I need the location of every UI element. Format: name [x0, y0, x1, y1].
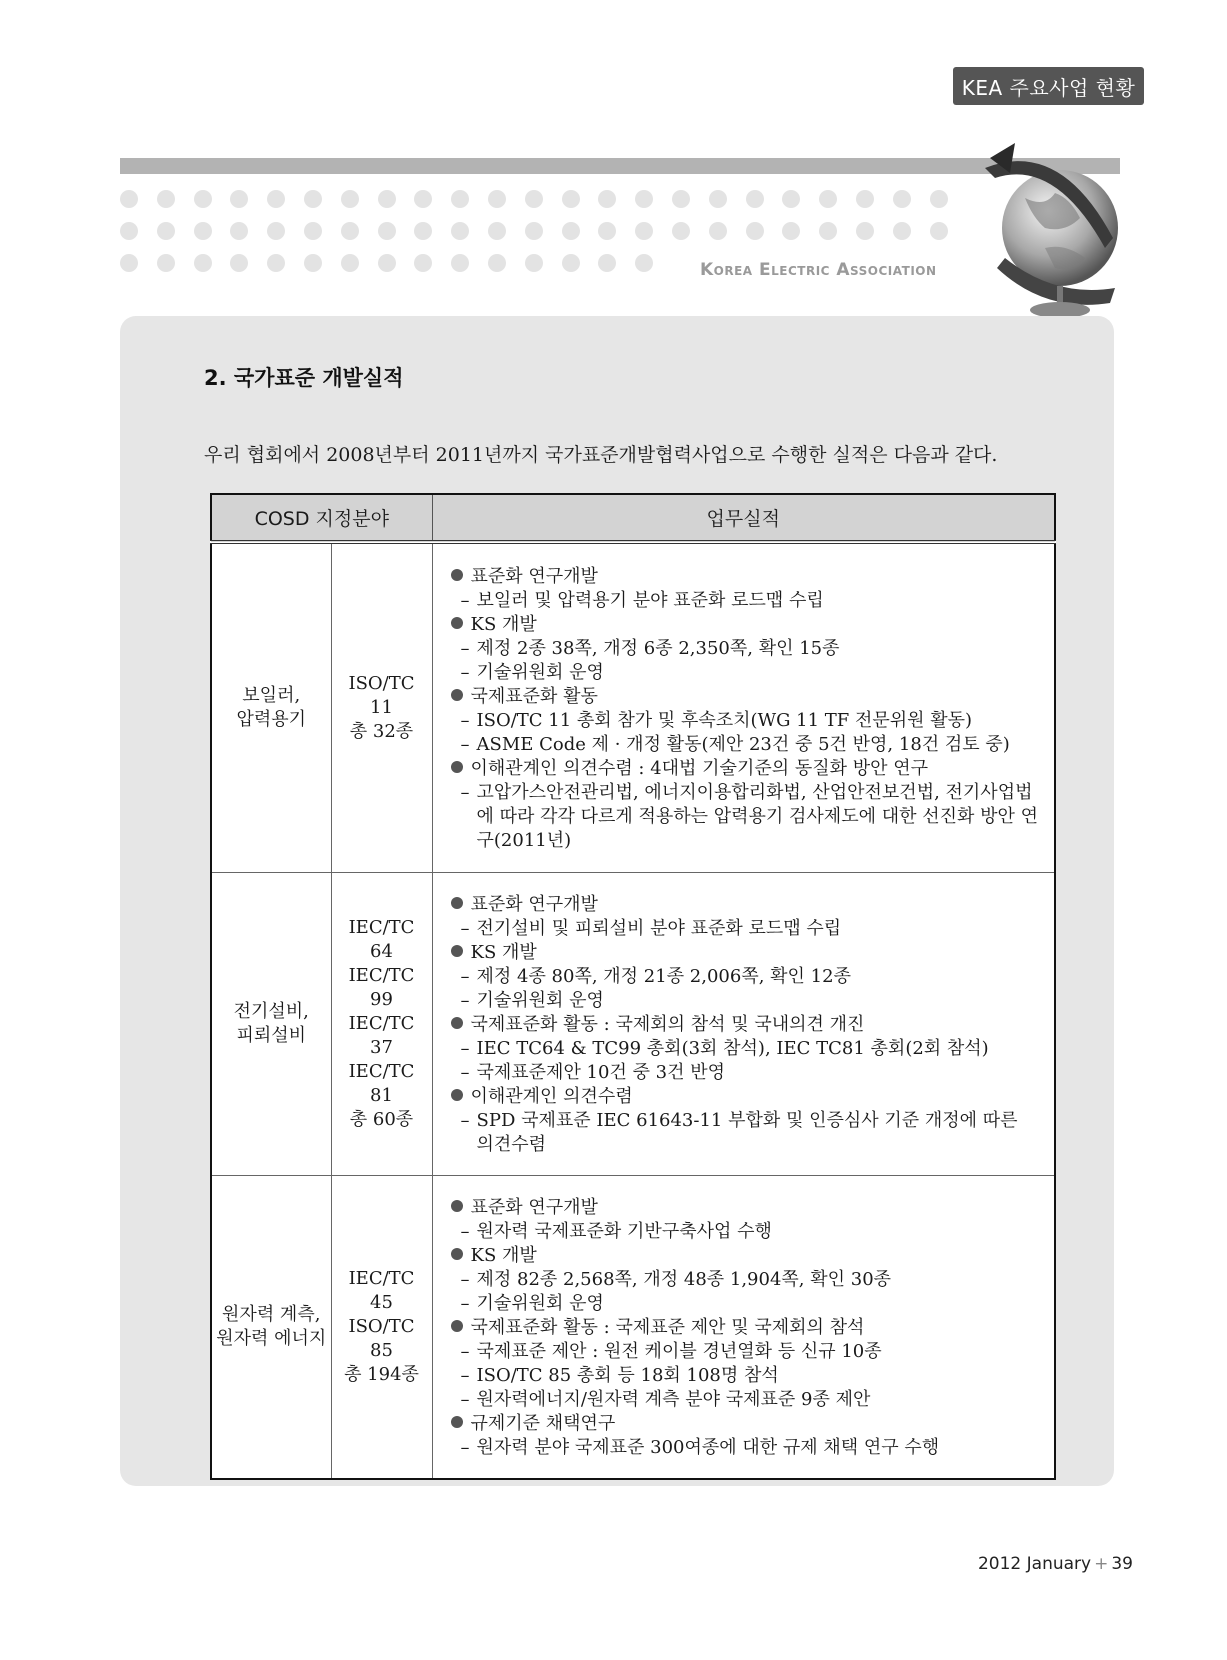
performance-subitem-text: 제정 2종 38쪽, 개정 6종 2,350쪽, 확인 15종 [476, 637, 840, 659]
performance-item [451, 757, 1039, 781]
decorative-dot [782, 190, 800, 208]
performance-subitem [451, 965, 1039, 989]
decorative-dot [304, 222, 322, 240]
decorative-dot [598, 190, 616, 208]
performance-item-title: KS 개발 [470, 941, 537, 963]
bullet-icon [451, 1200, 463, 1212]
performance-item [451, 1244, 1039, 1268]
performance-subitem-text: 보일러 및 압력용기 분야 표준화 로드맵 수립 [476, 589, 824, 611]
section-title: 2. 국가표준 개발실적 [204, 366, 404, 390]
performance-cell [432, 1175, 1055, 1479]
performance-subitem-text: 기술위원회 운영 [476, 989, 604, 1011]
decorative-dot [267, 222, 285, 240]
performance-item-title: 이해관계인 의견수렴 [470, 1085, 633, 1107]
performance-item [451, 565, 1039, 589]
footer-issue: 2012 January [977, 1554, 1092, 1574]
performance-subitem [451, 781, 1039, 853]
technical-committee-line: 총 32종 [349, 720, 414, 742]
decorative-dot [341, 190, 359, 208]
performance-item [451, 1412, 1039, 1436]
performance-subitem [451, 589, 1039, 613]
performance-subitem-text: 기술위원회 운영 [476, 1292, 604, 1314]
performance-item-title: 이해관계인 의견수렴 : 4대법 기술기준의 동질화 방안 연구 [470, 757, 928, 779]
cosd-field-cell [211, 1175, 331, 1479]
performance-subitem-text: 국제표준 제안 : 원전 케이블 경년열화 등 신규 10종 [476, 1340, 882, 1362]
technical-committee-line: IEC/TC 45 [348, 1267, 415, 1313]
decorative-dot [525, 254, 543, 272]
decorative-dot [525, 222, 543, 240]
dash-icon: – [460, 1220, 470, 1242]
dash-icon: – [460, 917, 470, 939]
decorative-dot [819, 190, 837, 208]
decorative-dot [709, 222, 727, 240]
performance-subitem [451, 661, 1039, 685]
decorative-dot [451, 254, 469, 272]
performance-subitem-text: IEC TC64 & TC99 총회(3회 참석), IEC TC81 총회(2회 참석) [476, 1037, 989, 1059]
performance-subitem-text: 제정 4종 80쪽, 개정 21종 2,006쪽, 확인 12종 [476, 965, 851, 987]
performance-subitem-text: ISO/TC 85 총회 등 18회 108명 참석 [476, 1364, 779, 1386]
performance-item-title: KS 개발 [470, 613, 537, 635]
performance-item [451, 1196, 1039, 1220]
decorative-dot [525, 190, 543, 208]
decorative-dot [746, 190, 764, 208]
decorative-dot [488, 254, 506, 272]
performance-item [451, 893, 1039, 917]
dash-icon: – [460, 1364, 470, 1386]
dash-icon: – [460, 661, 470, 683]
technical-committee-line: 총 194종 [344, 1363, 419, 1385]
decorative-dot [562, 254, 580, 272]
technical-committee-line: IEC/TC 99 [348, 964, 415, 1010]
decorative-dot [304, 254, 322, 272]
bullet-icon [451, 1248, 463, 1260]
decorative-dot [635, 254, 653, 272]
performance-item-title: 표준화 연구개발 [470, 565, 598, 587]
performance-subitem-text: 제정 82종 2,568쪽, 개정 48종 1,904쪽, 확인 30종 [476, 1268, 892, 1290]
decorative-dot [598, 254, 616, 272]
page-number: 39 [1111, 1554, 1133, 1574]
dash-icon: – [460, 989, 470, 1011]
decorative-dot [378, 190, 396, 208]
decorative-dot [304, 190, 322, 208]
decorative-dot [157, 190, 175, 208]
performance-subitem-text: 전기설비 및 피뢰설비 분야 표준화 로드맵 수립 [476, 917, 842, 939]
decorative-dot [341, 254, 359, 272]
decorative-dot [157, 254, 175, 272]
performance-subitem-text: ASME Code 제 · 개정 활동(제안 23건 중 5건 반영, 18건 검토 중) [476, 733, 1010, 755]
technical-committee-line: ISO/TC 85 [348, 1315, 415, 1361]
performance-subitem-text: 원자력에너지/원자력 계측 분야 국제표준 9종 제안 [476, 1388, 871, 1410]
performance-item [451, 1085, 1039, 1109]
decorative-dot [194, 190, 212, 208]
bullet-icon [451, 569, 463, 581]
cosd-field-line: 원자력 계측, [222, 1303, 321, 1325]
cosd-field-line: 피뢰설비 [236, 1024, 307, 1046]
dash-icon: – [460, 1388, 470, 1410]
performance-subitem [451, 1388, 1039, 1412]
association-name: Korea Electric Association [694, 258, 943, 282]
technical-committee-cell [331, 1175, 432, 1479]
dash-icon: – [460, 709, 470, 731]
performance-item-title: 국제표준화 활동 : 국제회의 참석 및 국내의견 개진 [470, 1013, 865, 1035]
table-header-row [211, 494, 1055, 542]
performance-subitem [451, 733, 1039, 757]
performance-item-title: 표준화 연구개발 [470, 893, 598, 915]
bullet-icon [451, 689, 463, 701]
performance-subitem [451, 1268, 1039, 1292]
technical-committee-line: IEC/TC 37 [348, 1012, 415, 1058]
performance-item-title: 규제기준 채택연구 [470, 1412, 616, 1434]
dash-icon: – [460, 781, 470, 803]
decorative-dot [230, 254, 248, 272]
cosd-field-line: 전기설비, [233, 1000, 309, 1022]
dash-icon: – [460, 589, 470, 611]
performance-subitem [451, 917, 1039, 941]
performance-item-title: 국제표준화 활동 [470, 685, 598, 707]
performance-subitem [451, 1220, 1039, 1244]
decorative-dot [635, 190, 653, 208]
globe-icon [985, 138, 1120, 328]
performance-subitem [451, 1061, 1039, 1085]
cosd-field-cell [211, 542, 331, 872]
performance-subitem-text: 고압가스안전관리법, 에너지이용합리화법, 산업안전보건법, 전기사업법에 따라 각각 다르게 적용하는 압력용기 검사제도에 대한 선진화 방안 연구(2011년) [476, 781, 1038, 851]
decorative-dot [120, 254, 138, 272]
dash-icon: – [460, 1436, 470, 1458]
bullet-icon [451, 897, 463, 909]
table-body [211, 542, 1055, 1479]
decorative-dot [414, 254, 432, 272]
decorative-dot [157, 222, 175, 240]
decorative-dot [120, 222, 138, 240]
performance-item-title: 표준화 연구개발 [470, 1196, 598, 1218]
dash-icon: – [460, 1340, 470, 1362]
performance-item [451, 1316, 1039, 1340]
decorative-dot [488, 190, 506, 208]
decorative-dot [562, 222, 580, 240]
header-cosd-field: COSD 지정분야 [211, 494, 432, 542]
performance-subitem [451, 989, 1039, 1013]
decorative-dot [782, 222, 800, 240]
performance-item [451, 941, 1039, 965]
decorative-dot [194, 254, 212, 272]
bullet-icon [451, 761, 463, 773]
header-performance: 업무실적 [432, 494, 1055, 542]
decorative-dot [819, 222, 837, 240]
decorative-dot [856, 190, 874, 208]
decorative-dot [230, 190, 248, 208]
intro-text: 우리 협회에서 2008년부터 2011년까지 국가표준개발협력사업으로 수행한 실적은 다음과 같다. [204, 444, 998, 466]
technical-committee-line: 총 60종 [349, 1108, 414, 1130]
footer-separator: + [1094, 1554, 1109, 1574]
technical-committee-line: ISO/TC 11 [348, 672, 415, 718]
decorative-dot [194, 222, 212, 240]
table-row [211, 1175, 1055, 1479]
performance-item-title: 국제표준화 활동 : 국제표준 제안 및 국제회의 참석 [470, 1316, 865, 1338]
decorative-dot [635, 222, 653, 240]
decorative-dot [120, 190, 138, 208]
cosd-field-line: 압력용기 [236, 708, 307, 730]
dash-icon: – [460, 1109, 470, 1131]
performance-subitem [451, 637, 1039, 661]
decorative-dot [598, 222, 616, 240]
decorative-dot [378, 254, 396, 272]
dash-icon: – [460, 733, 470, 755]
performance-subitem-text: SPD 국제표준 IEC 61643-11 부합화 및 인증심사 기준 개정에 따른 의견수렴 [476, 1109, 1018, 1155]
decorative-dot [341, 222, 359, 240]
decorative-dot [562, 190, 580, 208]
cosd-field-cell [211, 872, 331, 1175]
bullet-icon [451, 1089, 463, 1101]
technical-committee-line: IEC/TC 64 [348, 916, 415, 962]
performance-subitem [451, 709, 1039, 733]
technical-committee-line: IEC/TC 81 [348, 1060, 415, 1106]
decorative-dot [672, 222, 690, 240]
bullet-icon [451, 1416, 463, 1428]
performance-subitem [451, 1436, 1039, 1460]
decorative-dot [414, 190, 432, 208]
performance-subitem [451, 1292, 1039, 1316]
decorative-dot [672, 190, 690, 208]
dash-icon: – [460, 965, 470, 987]
performance-subitem-text: 원자력 국제표준화 기반구축사업 수행 [476, 1220, 772, 1242]
decorative-dot [930, 190, 948, 208]
dash-icon: – [460, 637, 470, 659]
performance-subitem-text: ISO/TC 11 총회 참가 및 후속조치(WG 11 TF 전문위원 활동) [476, 709, 973, 731]
bullet-icon [451, 1320, 463, 1332]
dash-icon: – [460, 1268, 470, 1290]
bullet-icon [451, 945, 463, 957]
table-row [211, 542, 1055, 872]
table-row [211, 872, 1055, 1175]
dot-pattern [120, 190, 1120, 290]
decorative-dot [893, 222, 911, 240]
bullet-icon [451, 1017, 463, 1029]
decorative-dot [451, 190, 469, 208]
header-bar [120, 158, 1120, 174]
performance-subitem-text: 원자력 분야 국제표준 300여종에 대한 규제 채택 연구 수행 [476, 1436, 940, 1458]
performance-cell [432, 872, 1055, 1175]
performance-cell [432, 542, 1055, 872]
technical-committee-cell [331, 872, 432, 1175]
performance-subitem-text: 기술위원회 운영 [476, 661, 604, 683]
decorative-dot [746, 222, 764, 240]
decorative-dot [488, 222, 506, 240]
performance-item [451, 1013, 1039, 1037]
performance-subitem [451, 1109, 1039, 1157]
decorative-dot [930, 222, 948, 240]
dash-icon: – [460, 1037, 470, 1059]
decorative-dot [267, 190, 285, 208]
technical-committee-cell [331, 542, 432, 872]
decorative-dot [378, 222, 396, 240]
performance-item [451, 613, 1039, 637]
performance-item [451, 685, 1039, 709]
cosd-field-line: 보일러, [242, 684, 301, 706]
decorative-dot [893, 190, 911, 208]
decorative-dot [267, 254, 285, 272]
performance-item-title: KS 개발 [470, 1244, 537, 1266]
dash-icon: – [460, 1292, 470, 1314]
performance-table [210, 493, 1056, 1480]
decorative-dot [856, 222, 874, 240]
page-footer [978, 1554, 1133, 1574]
decorative-dot [709, 190, 727, 208]
decorative-dot [230, 222, 248, 240]
performance-subitem [451, 1037, 1039, 1061]
bullet-icon [451, 617, 463, 629]
decorative-dot [451, 222, 469, 240]
decorative-dot [414, 222, 432, 240]
dash-icon: – [460, 1061, 470, 1083]
section-badge: KEA 주요사업 현황 [953, 67, 1144, 105]
cosd-field-line: 원자력 에너지 [216, 1327, 327, 1349]
performance-subitem [451, 1340, 1039, 1364]
performance-subitem-text: 국제표준제안 10건 중 3건 반영 [476, 1061, 726, 1083]
performance-subitem [451, 1364, 1039, 1388]
